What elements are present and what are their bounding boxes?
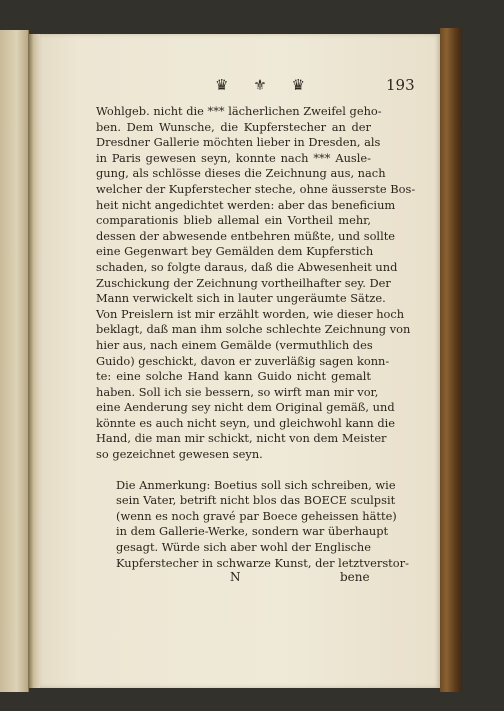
text-line: sein Vater, betrift nicht blos das BOECE sculpsit (116, 493, 396, 508)
text-line: heit nicht angedichtet werden: aber das beneficium (96, 197, 396, 212)
paragraph-1 (96, 104, 416, 463)
text-line: Zuschickung der Zeichnung vortheilhafter sey. Der (96, 275, 391, 290)
text-line: eine Gegenwart bey Gemälden dem Kupferstich (96, 244, 374, 259)
text-line: dessen der abwesende entbehren müßte, und sollte (96, 228, 396, 243)
text-line: gesagt. Würde sich aber wohl der Englische (116, 540, 372, 555)
text-line: Wohlgeb. nicht die *** lächerlichen Zweifel geho- (96, 104, 382, 118)
catchword: bene (340, 570, 370, 584)
text-line: eine Aenderung sey nicht dem Original gemäß, und (96, 400, 395, 415)
text-line: Mann verwickelt sich in lauter ungeräumte Sätze. (96, 291, 386, 306)
text-line: so gezeichnet gewesen seyn. (96, 447, 263, 462)
text-line: hier aus, nach einem Gemälde (vermuthlich des (96, 337, 373, 352)
page-number: 193 (386, 76, 415, 94)
text-line: in Paris gewesen seyn, konnte nach *** Ausle- (96, 150, 371, 165)
signature-mark: N (230, 570, 241, 584)
book-cover-edge (440, 28, 462, 692)
text-line: te: eine solche Hand kann Guido nicht gemalt (96, 369, 371, 384)
text-line: haben. Soll ich sie bessern, so wirft man mir vor, (96, 384, 379, 399)
paragraph-2 (96, 477, 409, 572)
text-line: Dresdner Gallerie möchten lieber in Dresden, als (96, 135, 381, 150)
text-line: Von Preislern ist mir erzählt worden, wie dieser hoch (96, 306, 405, 321)
text-line: ben. Dem Wunsche, die Kupferstecher an der (96, 119, 371, 134)
text-line: comparationis blieb allemal ein Vortheil mehr, (96, 213, 371, 228)
text-line: beklagt, daß man ihm solche schlechte Zeichnung von (96, 322, 411, 337)
text-line: in dem Gallerie-Werke, sondern war überhaupt (116, 524, 389, 539)
text-line: könnte es auch nicht seyn, und gleichwohl kann die (96, 415, 396, 430)
text-line: Kupferstecher in schwarze Kunst, der letztverstor- (116, 555, 409, 570)
left-page-edge (0, 30, 29, 692)
text-line: (wenn es noch gravé par Boece geheissen hätte) (116, 508, 397, 523)
text-line: Hand, die man mir schickt, nicht von dem Meister (96, 431, 387, 446)
body-text (96, 104, 416, 571)
text-line: welcher der Kupferstecher steche, ohne äusserste Bos- (96, 181, 416, 196)
text-line: Guido) geschickt, davon er zuverläßig sagen konn- (96, 353, 390, 368)
header-ornament: ♛ ⚜ ♛ (215, 76, 315, 94)
text-line: Die Anmerkung: Boetius soll sich schreiben, wie (116, 477, 396, 492)
text-line: schaden, so folgte daraus, daß die Abwesenheit und (96, 259, 398, 274)
text-line: gung, als schlösse dieses die Zeichnung aus, nach (96, 166, 386, 181)
